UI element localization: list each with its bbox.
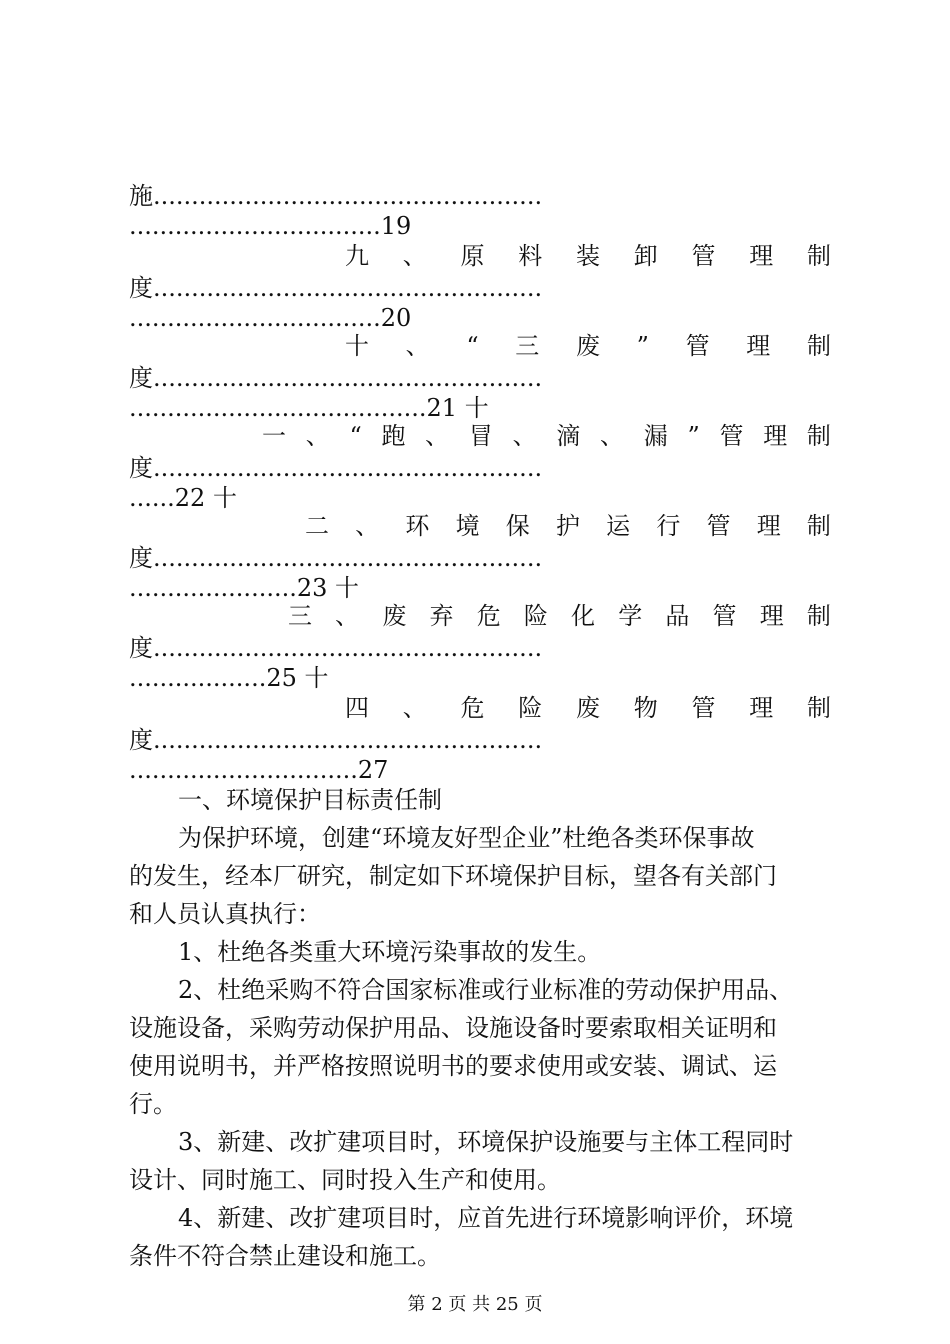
toc-title-char: 制 <box>806 332 831 360</box>
toc-title-char: 废 <box>575 332 600 360</box>
paragraph-line: 为保护环境，创建“环境友好型企业”杜绝各类环保事故 <box>178 824 755 852</box>
toc-title-char: 理 <box>749 242 774 270</box>
toc-title-char: 制 <box>807 694 831 722</box>
toc-title-char: 、 <box>402 242 427 270</box>
toc-line: ......................23 十 <box>129 574 360 602</box>
toc-title-char: 、 <box>355 512 380 540</box>
toc-title-char: 管 <box>691 694 716 722</box>
toc-title-char: 、 <box>305 422 330 450</box>
paragraph-line: 行。 <box>129 1090 177 1118</box>
toc-title-char: 制 <box>806 602 831 630</box>
toc-line: ..................25 十 <box>129 664 329 692</box>
toc-title-char: 理 <box>756 512 781 540</box>
paragraph-line: 设施设备，采购劳动保护用品、设施设备时要索取相关证明和 <box>129 1014 777 1042</box>
toc-title-char: 行 <box>656 512 681 540</box>
toc-title-char: 原 <box>460 242 485 270</box>
toc-title-char: 制 <box>806 422 831 450</box>
toc-title-char: 制 <box>807 242 831 270</box>
toc-title-char: 险 <box>523 602 548 630</box>
toc-line: ......22 十 <box>129 484 237 512</box>
toc-title-char: 冒 <box>468 422 493 450</box>
toc-title-char: 、 <box>402 694 427 722</box>
toc-line: 度................................................... <box>129 634 543 662</box>
toc-title-char: 环 <box>405 512 430 540</box>
toc-title-char: 运 <box>606 512 631 540</box>
paragraph-line: 和人员认真执行： <box>129 900 321 928</box>
toc-title-char: 理 <box>749 694 774 722</box>
toc-title-char: 料 <box>518 242 543 270</box>
paragraph-line: 设计、同时施工、同时投入生产和使用。 <box>129 1166 561 1194</box>
toc-title-char: 管 <box>691 242 716 270</box>
toc-line: 度................................................... <box>129 726 543 754</box>
toc-title-char: 管 <box>712 602 737 630</box>
toc-title-char: 管 <box>706 512 731 540</box>
toc-line: 度................................................... <box>129 274 543 302</box>
toc-line: .......................................21 十 <box>129 394 489 422</box>
toc-title-char: 废 <box>382 602 407 630</box>
paragraph-line: 条件不符合禁止建设和施工。 <box>129 1242 441 1270</box>
paragraph-line: 使用说明书，并严格按照说明书的要求使用或安装、调试、运 <box>129 1052 777 1080</box>
toc-title-char: 物 <box>633 694 658 722</box>
toc-title-char: 化 <box>571 602 596 630</box>
toc-title-char: 废 <box>576 694 600 722</box>
toc-line: 度................................................... <box>129 454 543 482</box>
paragraph-line: 4、新建、改扩建项目时，应首先进行环境影响评价，环境 <box>178 1204 794 1232</box>
toc-title-char: 、 <box>335 602 360 630</box>
toc-title-char: 险 <box>518 694 543 722</box>
toc-title-char: 境 <box>455 512 480 540</box>
section-heading: 一、环境保护目标责任制 <box>178 786 442 814</box>
toc-title-char: 三 <box>288 602 312 630</box>
toc-title-char: 卸 <box>633 242 658 270</box>
toc-title-char: 十 <box>345 332 369 360</box>
toc-title-char: 跑 <box>381 422 406 450</box>
toc-title-char: 管 <box>719 422 744 450</box>
toc-title-char: 品 <box>665 602 690 630</box>
toc-title-char: 四 <box>345 694 369 722</box>
toc-title-char: 理 <box>759 602 784 630</box>
toc-title-char: ” <box>687 422 700 450</box>
toc-title-char: 二 <box>305 512 329 540</box>
toc-title-char: “ <box>466 332 479 360</box>
toc-title-char: 危 <box>476 602 501 630</box>
toc-title-char: 漏 <box>643 422 668 450</box>
toc-line: 度................................................... <box>129 544 543 572</box>
paragraph-line: 3、新建、改扩建项目时，环境保护设施要与主体工程同时 <box>178 1128 794 1156</box>
toc-title-char: 管 <box>685 332 710 360</box>
toc-title-char: 、 <box>512 422 537 450</box>
toc-title-char: 弃 <box>429 602 454 630</box>
toc-title-char: 、 <box>405 332 430 360</box>
toc-title-char: 、 <box>425 422 450 450</box>
toc-line: 施................................................... <box>129 182 543 210</box>
toc-title-char: 装 <box>576 242 600 270</box>
toc-line: ..............................27 <box>129 756 389 784</box>
toc-title-char: 制 <box>806 512 831 540</box>
paragraph-line: 1、杜绝各类重大环境污染事故的发生。 <box>178 938 602 966</box>
page-footer: 第 2 页 共 25 页 <box>407 1294 543 1315</box>
toc-title-char: 护 <box>555 512 580 540</box>
toc-title-char: ” <box>636 332 649 360</box>
toc-title-char: 、 <box>600 422 625 450</box>
toc-line: 度................................................... <box>129 364 543 392</box>
paragraph-line: 的发生，经本厂研究，制定如下环境保护目标，望各有关部门 <box>129 862 777 890</box>
toc-title-char: 九 <box>345 242 369 270</box>
toc-title-char: 保 <box>505 512 530 540</box>
toc-title-char: 理 <box>746 332 771 360</box>
toc-line: .................................20 <box>129 304 412 332</box>
toc-line: .................................19 <box>129 212 412 240</box>
toc-title-char: 危 <box>460 694 485 722</box>
toc-title-char: 一 <box>262 422 286 450</box>
toc-title-char: 滴 <box>556 422 581 450</box>
toc-title-char: 三 <box>515 332 540 360</box>
paragraph-line: 2、杜绝采购不符合国家标准或行业标准的劳动保护用品、 <box>178 976 794 1004</box>
toc-title-char: 学 <box>618 602 643 630</box>
toc-title-char: 理 <box>763 422 788 450</box>
toc-title-char: “ <box>349 422 362 450</box>
